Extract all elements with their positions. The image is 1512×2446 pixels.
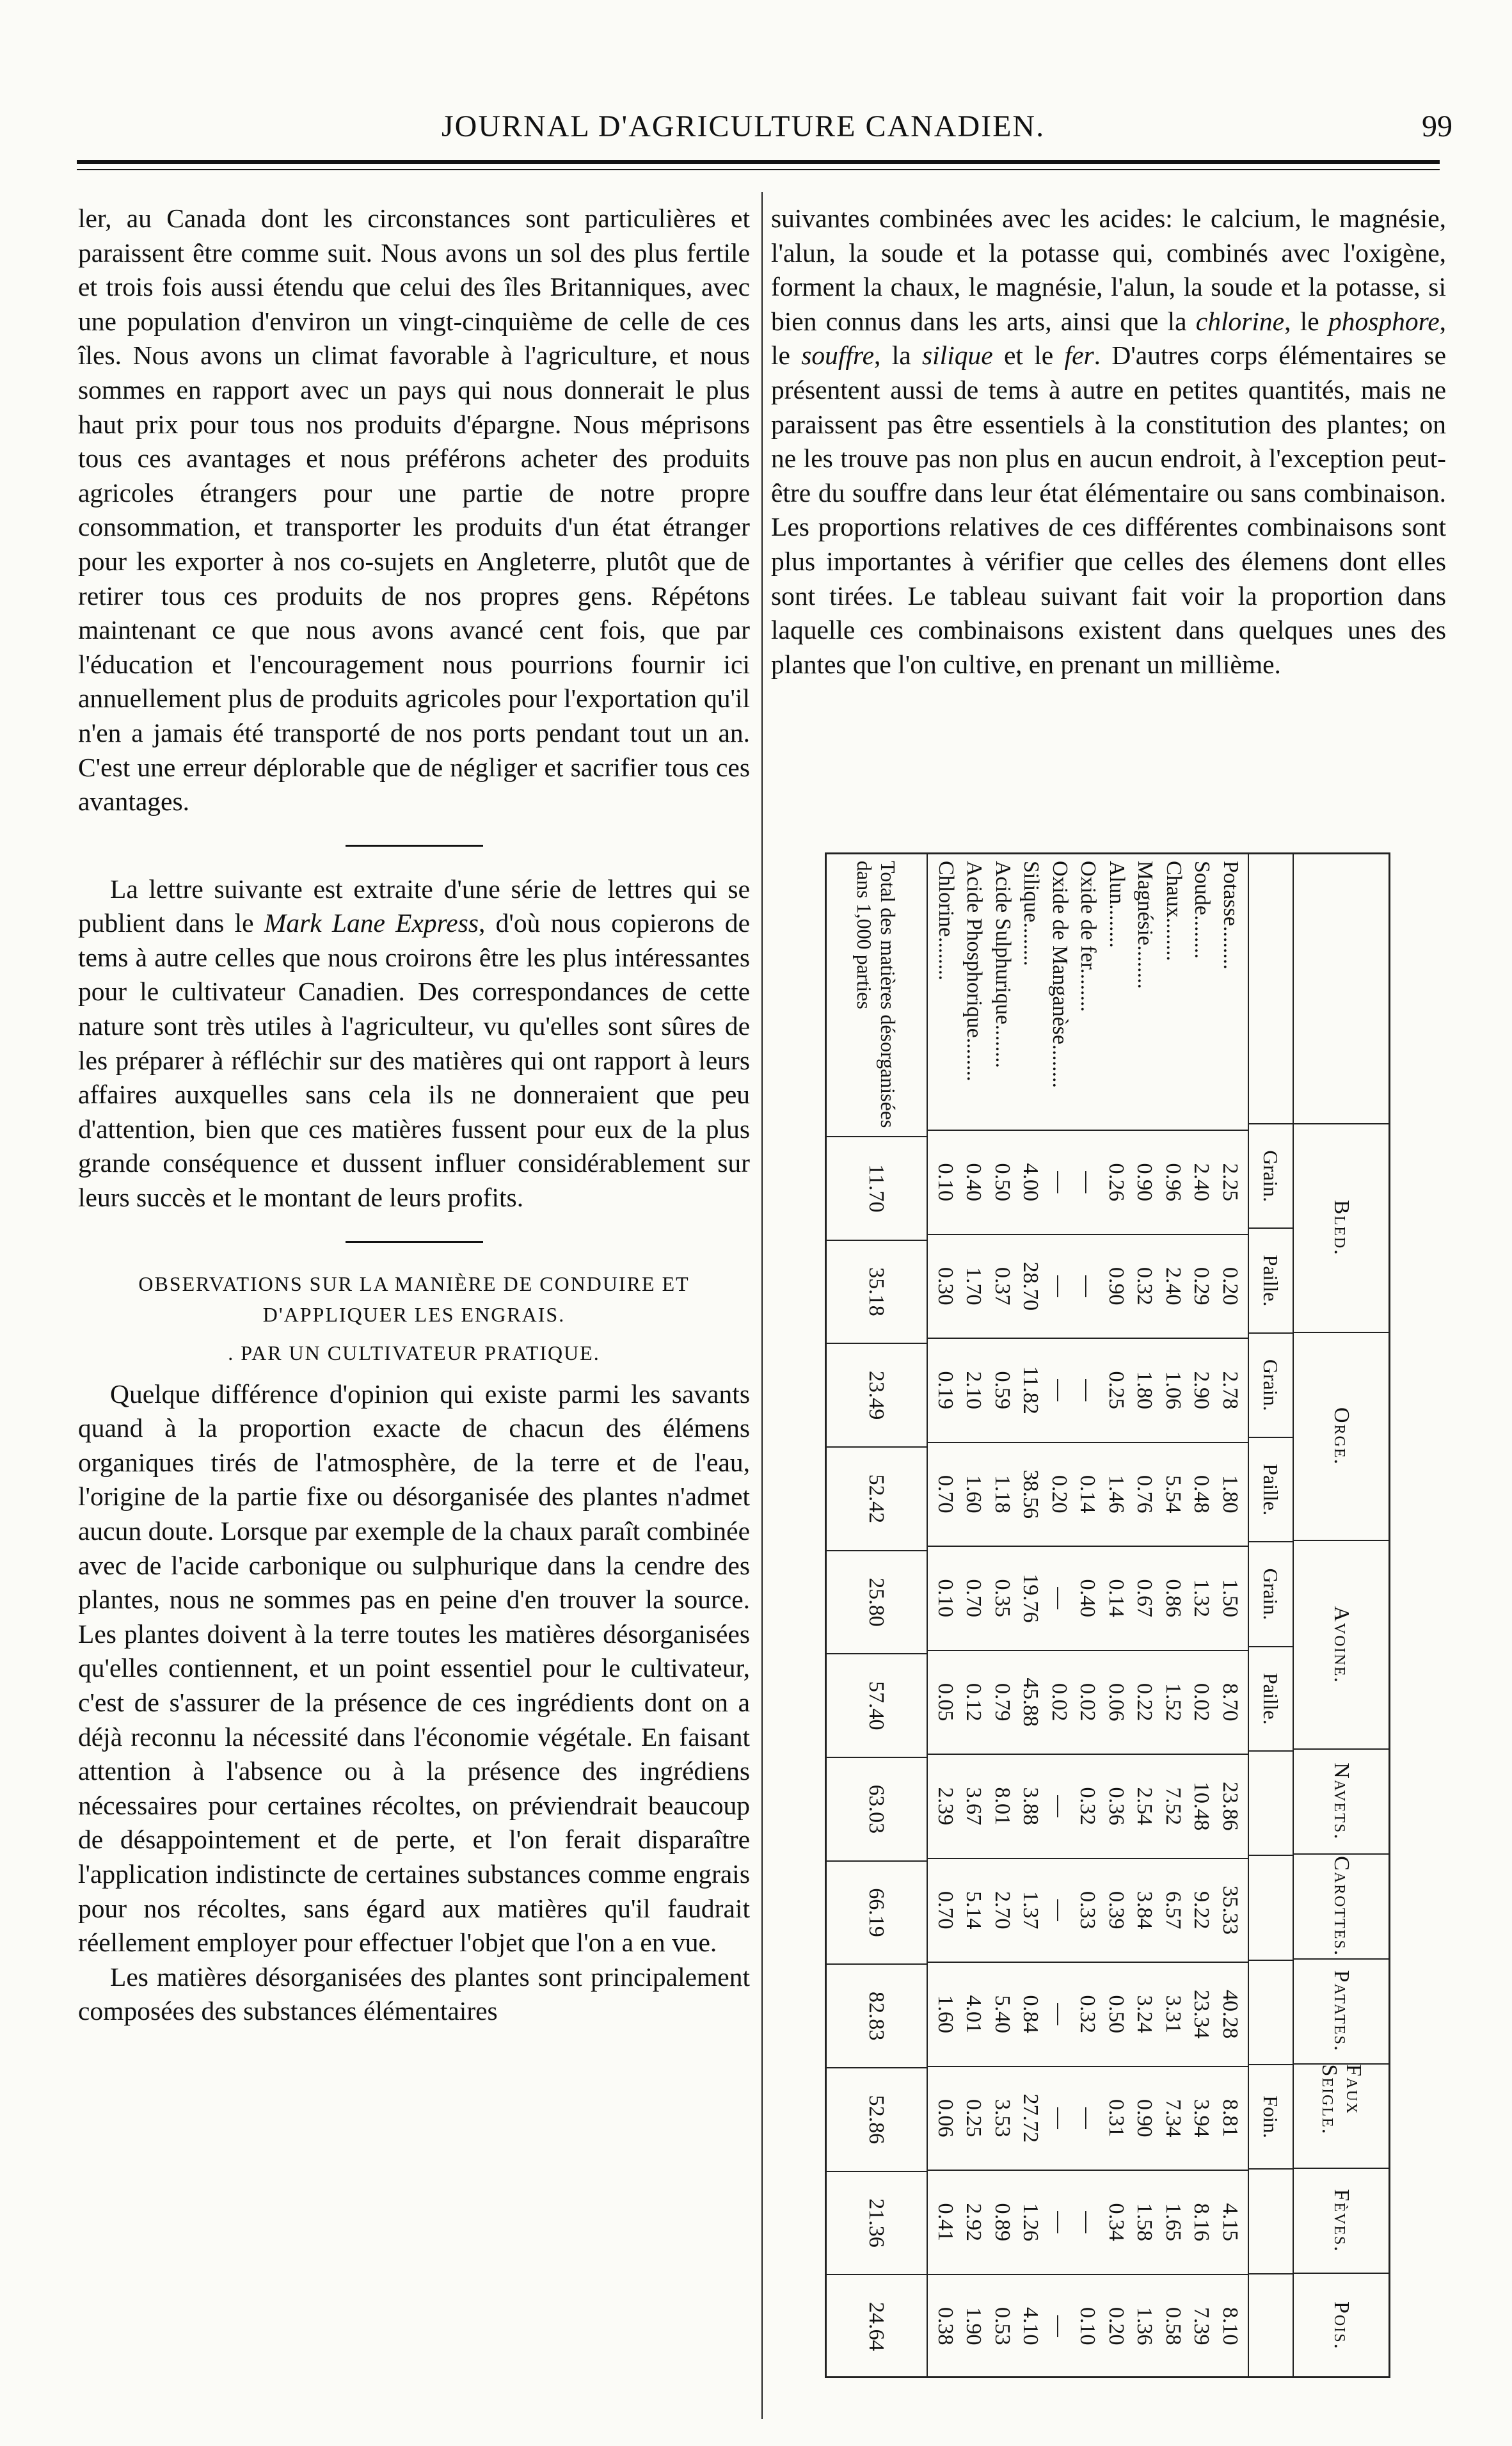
table-value: 3.53 — [991, 2099, 1014, 2138]
column-subheading — [1248, 1750, 1293, 1855]
table-value: 3.31 — [1161, 1995, 1185, 2033]
table-value: 0.38 — [934, 2307, 957, 2346]
table-value: 1.80 — [1218, 1475, 1242, 1514]
page-number: 99 — [1422, 109, 1452, 143]
row-label: Soude........ — [1190, 861, 1214, 959]
column-subheading: Grain. — [1248, 1541, 1293, 1645]
table-value: — — [1076, 2107, 1100, 2129]
table-value: 4.00 — [1019, 1163, 1043, 1201]
table-value: 2.92 — [962, 2203, 986, 2241]
table-value: 0.36 — [1104, 1787, 1128, 1825]
term-phosphore: phosphore — [1328, 306, 1440, 336]
table-value: — — [1076, 2211, 1100, 2234]
table-value: 0.19 — [934, 1371, 957, 1409]
article-byline: . PAR UN CULTIVATEUR PRATIQUE. — [228, 1341, 600, 1364]
table-value: 2.40 — [1190, 1163, 1214, 1201]
table-value: 0.25 — [1104, 1371, 1128, 1409]
value-column — [928, 1234, 1248, 1338]
crop-heading: Orge. — [1293, 1332, 1389, 1540]
table-value: 0.53 — [991, 2307, 1014, 2346]
table-value: 4.10 — [1019, 2307, 1043, 2346]
table-value: 0.76 — [1133, 1475, 1157, 1514]
table-value: 0.90 — [1104, 1267, 1128, 1306]
table-value: 2.90 — [1190, 1371, 1214, 1409]
value-column — [928, 1754, 1248, 1858]
text: , d'où nous copierons de tems à autre celles que nous croirons être les plus intéressantes pour le cultivateur Canadien. Des correspondances de cette nature sont très utiles à l'agriculteur, vu qu'elles sont sûres de les préparer à réfléchir sur des matières qui ont rapport à leurs affaires auxquelles sans cela ils ne donneraient que peu d'attention, bien que ces matières fussent pour eux de la plus grande conséquence et dussent influer considérablement sur leurs succès et le montant de leurs profits. — [78, 908, 750, 1213]
table-value: 45.88 — [1019, 1677, 1043, 1727]
value-column — [928, 1338, 1248, 1442]
crop-heading: Avoine. — [1293, 1540, 1389, 1748]
table-value: 1.50 — [1218, 1579, 1242, 1617]
row-label: Alun........ — [1104, 861, 1129, 948]
row-labels-cell — [928, 854, 1248, 1130]
row-label: Acide Sulphurique........ — [991, 861, 1015, 1068]
table-value: 2.78 — [1218, 1371, 1242, 1409]
table-value: 0.39 — [1104, 1891, 1128, 1930]
table-value: 0.06 — [934, 2099, 957, 2138]
value-column — [928, 1962, 1248, 2066]
table-value: 2.70 — [991, 1891, 1014, 1930]
table-value: 1.52 — [1161, 1683, 1185, 1722]
table-value: 0.70 — [962, 1579, 986, 1617]
paragraph-canada: ler, au Canada dont les circonstances sont particulières et paraissent être comme suit. Nous avons un sol des plus fertile et trois fois aussi étendu que celui des îles Britanniques, avec une population d'environ un vingt-cinquième de celle de ces îles. Nous avons un climat favorable à l'agriculture, et nous sommes en rapport avec un pays qui nous donnerait le plus haut prix pour tous nos produits d'épargne. Nous méprisons tous ces avantages et nous préférons acheter des produits agricoles étrangers pour une partie de notre propre consommation, et transporter les produits d'un état étranger pour les exporter à nos co-sujets en Angleterre, plutôt que de retirer tous ces produits de nos propres gens. Répétons maintenant ce que nous avons avancé cent fois, que par l'éducation et l'encouragement nous pourrions fournir ici annuellement plus de produits agricoles pour l'exportation qu'il n'en a jamais été transporté de nos ports pendant tout un an. C'est une erreur déplorable que de négliger et sacrifier tous ces avantages. — [78, 204, 750, 817]
table-value: 0.34 — [1104, 2203, 1128, 2241]
table-value: 0.26 — [1104, 1163, 1128, 1201]
table-value: 40.28 — [1218, 1990, 1242, 2039]
total-value: 25.80 — [825, 1550, 927, 1654]
column-subheading: Grain. — [1248, 1332, 1293, 1437]
table-value: — — [1047, 1795, 1071, 1818]
table-value: 0.33 — [1076, 1891, 1100, 1930]
term-silique: silique — [922, 340, 993, 371]
table-value: — — [1047, 1899, 1071, 1921]
totals-row — [825, 854, 928, 2378]
table-value: 0.48 — [1190, 1475, 1214, 1514]
table-value: 8.81 — [1218, 2099, 1242, 2138]
table-value: 0.32 — [1076, 1787, 1100, 1825]
right-column — [771, 202, 1446, 682]
table-value: 0.10 — [934, 1579, 957, 1617]
table-value: 8.16 — [1190, 2203, 1214, 2241]
table-value: 2.40 — [1161, 1267, 1185, 1306]
table-value: 1.58 — [1133, 2203, 1157, 2241]
value-column — [928, 2170, 1248, 2274]
table-value: — — [1047, 2315, 1071, 2337]
total-value: 11.70 — [825, 1136, 927, 1240]
text: , le — [771, 306, 1447, 371]
table-value: 0.20 — [1047, 1475, 1071, 1514]
section-divider — [346, 1241, 483, 1243]
table-value: 1.37 — [1019, 1891, 1043, 1930]
table-value: — — [1047, 2211, 1071, 2234]
journal-title: JOURNAL D'AGRICULTURE CANADIEN. — [442, 109, 1046, 143]
table-value: 0.22 — [1133, 1683, 1157, 1722]
row-label: Acide Phosphorique........ — [962, 861, 987, 1082]
column-subheading — [1248, 1855, 1293, 1959]
table-value: 1.32 — [1190, 1579, 1214, 1617]
total-value: 24.64 — [825, 2274, 927, 2378]
value-column — [928, 1130, 1248, 1234]
value-column — [928, 1650, 1248, 1754]
table-value: 0.10 — [1076, 2307, 1100, 2346]
table-corner — [1293, 854, 1389, 1123]
table-value: 1.90 — [962, 2307, 986, 2346]
section-divider — [346, 845, 483, 847]
row-label: Oxide de Manganèse........ — [1047, 861, 1072, 1089]
table-value: 0.90 — [1133, 2099, 1157, 2138]
total-value: 66.19 — [825, 1860, 927, 1964]
table-value: — — [1047, 2107, 1071, 2129]
newspaper-title: Mark Lane Express — [264, 908, 479, 938]
composition-table — [825, 854, 1389, 2378]
table-value: 1.70 — [962, 1267, 986, 1306]
paragraph-observations: Quelque différence d'opinion qui existe parmi les savants quand à la proportion exacte de chacun des élémens organiques tirés de l'atmosphère, de la terre et de l'eau, l'origine de la partie fixe ou désorganisée des plantes n'admet aucun doute. Lorsque par exemple de la chaux paraît combinée avec de l'acide carbonique ou sulphurique dans la cendre des plantes, nous ne sommes pas en peine d'en trouver la source. Les plantes doivent à la terre toutes les matières désorganisées qu'elles contiennent, et un point essentiel pour le cultivateur, c'est de s'assurer de la présence de ces ingrédients dont on a déjà reconnu la nécessité dans l'économie végétale. En faisant attention à l'absence ou à la présence des ingrédiens nécessaires pour certaines récoltes, on préviendrait beaucoup de désappointement et de perte, et l'on ferait disparaître l'application indistincte de certaines substances comme engrais pour nos récoltes, sans égard aux matières qu'il faudrait réellement employer pour effectuer l'objet que l'on a en vue. — [78, 1379, 750, 1958]
subheader-corner — [1248, 854, 1293, 1123]
column-subheading — [1248, 2273, 1293, 2378]
table-value: 1.60 — [962, 1475, 986, 1514]
total-value: 63.03 — [825, 1757, 927, 1860]
column-divider — [761, 192, 763, 2419]
table-value: 0.14 — [1076, 1475, 1100, 1514]
left-column — [78, 202, 750, 2029]
value-column — [928, 1858, 1248, 1962]
table-value: 3.84 — [1133, 1891, 1157, 1930]
column-subheading: Paille. — [1248, 1646, 1293, 1750]
table-value: 1.46 — [1104, 1475, 1128, 1514]
table-value: 0.96 — [1161, 1163, 1185, 1201]
column-subheading: Paille. — [1248, 1437, 1293, 1541]
table-value: 0.40 — [1076, 1579, 1100, 1617]
text: . D'autres corps élémentaires se présentent aussi de tems à autre en petites quantités, mais ne paraissent pas être essentiels à la constitution des plantes; on ne les trouve pas non plus en aucun endroit, à l'exception peut-être du souffre dans leur état élémentaire ou sans combinaison. Les proportions relatives de ces différentes combinaisons sont plus importantes à vérifier que celles des élemens dont elles sont tirées. Le tableau suivant fait voir la proportion dans laquelle ces combinaisons existent dans quelques unes des plantes que l'on cultive, en prenant un millième. — [771, 340, 1447, 679]
row-label: Chaux........ — [1161, 861, 1186, 961]
total-value: 82.83 — [825, 1963, 927, 2067]
table-value: 0.10 — [934, 1163, 957, 1201]
table-value: 1.26 — [1019, 2203, 1043, 2241]
table-value: 27.72 — [1019, 2093, 1043, 2143]
paragraph-matieres: Les matières désorganisées des plantes sont principalement composées des substances élémentaires — [78, 1962, 750, 2026]
crop-heading: Faux Seigle. — [1293, 2063, 1389, 2168]
table-value: 0.20 — [1104, 2307, 1128, 2346]
table-value: 0.32 — [1076, 1995, 1100, 2033]
table-value: 0.31 — [1104, 2099, 1128, 2138]
crop-heading: Patates. — [1293, 1958, 1389, 2063]
text: , la — [874, 340, 922, 371]
table-value: 5.54 — [1161, 1475, 1185, 1514]
crop-header-row — [1293, 854, 1389, 2378]
table-value: 0.50 — [991, 1163, 1014, 1201]
table-value: — — [1047, 1587, 1071, 1610]
header-rule — [77, 160, 1440, 170]
text: La lettre suivante est extraite d'une série de lettres qui se publient dans le — [78, 874, 750, 938]
table-value: — — [1047, 1379, 1071, 1402]
total-value: 52.42 — [825, 1446, 927, 1550]
table-value: 0.41 — [934, 2203, 957, 2241]
subheader-row — [1248, 854, 1293, 2378]
table-value: 7.34 — [1161, 2099, 1185, 2138]
table-value: 0.84 — [1019, 1995, 1043, 2033]
table-value: 0.70 — [934, 1891, 957, 1930]
row-label: Potasse........ — [1218, 861, 1243, 970]
table-value: 0.40 — [962, 1163, 986, 1201]
table-value: 5.40 — [991, 1995, 1014, 2033]
table-value: 0.20 — [1218, 1267, 1242, 1306]
column-subheading: Grain. — [1248, 1123, 1293, 1227]
value-column — [928, 2066, 1248, 2170]
table-value: 5.14 — [962, 1891, 986, 1930]
table-value: 23.34 — [1190, 1990, 1214, 2039]
table-value: 7.39 — [1190, 2307, 1214, 2346]
term-souffre: souffre — [801, 340, 875, 371]
table-value: 11.82 — [1019, 1366, 1043, 1414]
table-value: 4.15 — [1218, 2203, 1242, 2241]
table-value: 0.02 — [1076, 1683, 1100, 1722]
table-value: 3.88 — [1019, 1787, 1043, 1825]
table-value: 9.22 — [1190, 1891, 1214, 1930]
value-column — [928, 1546, 1248, 1650]
table-value: 0.67 — [1133, 1579, 1157, 1617]
text: et le — [992, 340, 1065, 371]
row-label: Magnésie........ — [1133, 861, 1158, 989]
table-value: 7.52 — [1161, 1787, 1185, 1825]
table-value: 28.70 — [1019, 1261, 1043, 1311]
total-value: 35.18 — [825, 1240, 927, 1343]
table-value: 8.10 — [1218, 2307, 1242, 2346]
table-value: 3.67 — [962, 1787, 986, 1825]
table-value: 1.60 — [934, 1995, 957, 2033]
table-value: 0.02 — [1190, 1683, 1214, 1722]
table-value: 0.59 — [991, 1371, 1014, 1409]
table-value: 2.10 — [962, 1371, 986, 1409]
table-value: — — [1047, 1171, 1071, 1194]
table-value: 0.90 — [1133, 1163, 1157, 1201]
paragraph-elements — [771, 202, 1446, 682]
term-chlorine: chlorine — [1195, 306, 1285, 336]
term-fer: fer — [1064, 340, 1094, 371]
table-value: 1.36 — [1133, 2307, 1157, 2346]
value-column — [928, 2274, 1248, 2378]
table-value: 0.50 — [1104, 1995, 1128, 2033]
total-label: Total des matières désorganisées dans 1,000 parties — [853, 861, 900, 1128]
table-value: 2.54 — [1133, 1787, 1157, 1825]
table-value: 0.06 — [1104, 1683, 1128, 1722]
crop-heading: Carottes. — [1293, 1853, 1389, 1958]
table-value: 8.01 — [991, 1787, 1014, 1825]
table-value: 38.56 — [1019, 1469, 1043, 1519]
article-heading: OBSERVATIONS SUR LA MANIÈRE DE CONDUIRE ET D'APPLIQUER LES ENGRAIS. — [138, 1272, 690, 1326]
column-subheading — [1248, 1960, 1293, 2064]
table-value: 2.25 — [1218, 1163, 1242, 1201]
table-value: 1.18 — [991, 1475, 1014, 1514]
table-value: 1.80 — [1133, 1371, 1157, 1409]
table-value: 0.14 — [1104, 1579, 1128, 1617]
table-value: 1.06 — [1161, 1371, 1185, 1409]
table-value: 10.48 — [1190, 1782, 1214, 1831]
paragraph-letter-intro — [78, 872, 750, 1215]
table-value: 0.37 — [991, 1267, 1014, 1306]
column-subheading: Foin. — [1248, 2064, 1293, 2168]
crop-heading: Fèves. — [1293, 2168, 1389, 2273]
text: , le — [1284, 306, 1328, 336]
table-value: 4.01 — [962, 1995, 986, 2033]
table-value: 0.89 — [991, 2203, 1014, 2241]
table-value: 0.35 — [991, 1579, 1014, 1617]
table-value: 0.86 — [1161, 1579, 1185, 1617]
total-value: 21.36 — [825, 2171, 927, 2274]
row-label: Silique........ — [1019, 861, 1044, 966]
table-value: — — [1047, 1275, 1071, 1297]
text: suivantes combinées avec les acides: le calcium, le magnésie, l'alun, la soude et la potasse qui, combinés avec l'oxigène, forment la chaux, le magnésie, l'alun, la soude et la potasse, si bien connus dans les arts, ainsi que la — [771, 204, 1446, 336]
table-value: — — [1076, 1379, 1100, 1402]
table-value: — — [1047, 2003, 1071, 2026]
table-value: 0.25 — [962, 2099, 986, 2138]
crop-heading: Pois. — [1293, 2273, 1389, 2378]
table-value: — — [1076, 1171, 1100, 1194]
table-value: 0.58 — [1161, 2307, 1185, 2346]
column-subheading: Paille. — [1248, 1227, 1293, 1332]
table-value: 2.39 — [934, 1787, 957, 1825]
total-value: 52.86 — [825, 2067, 927, 2171]
table-value: 23.86 — [1218, 1782, 1242, 1831]
table-value: 0.12 — [962, 1683, 986, 1722]
table-value: 0.70 — [934, 1475, 957, 1514]
table-value: 19.76 — [1019, 1574, 1043, 1623]
table-value: 3.94 — [1190, 2099, 1214, 2138]
table-value: 35.33 — [1218, 1885, 1242, 1935]
row-label: Chlorine........ — [934, 861, 958, 980]
table-value: 6.57 — [1161, 1891, 1185, 1930]
table-value: 0.30 — [934, 1267, 957, 1306]
table-value: 0.32 — [1133, 1267, 1157, 1306]
column-subheading — [1248, 2168, 1293, 2273]
table-value: 0.05 — [934, 1683, 957, 1722]
table-value: 0.29 — [1190, 1267, 1214, 1306]
total-value: 23.49 — [825, 1343, 927, 1446]
table-value: 0.79 — [991, 1683, 1014, 1722]
crop-heading: Navets. — [1293, 1748, 1389, 1853]
table-value: 0.02 — [1047, 1683, 1071, 1722]
table-value: — — [1076, 1275, 1100, 1297]
values-row — [928, 854, 1248, 2378]
table-value: 3.24 — [1133, 1995, 1157, 2033]
table-value: 1.65 — [1161, 2203, 1185, 2241]
crop-heading: Bled. — [1293, 1123, 1389, 1332]
total-value: 57.40 — [825, 1653, 927, 1757]
row-label: Oxide de fer........ — [1076, 861, 1101, 1012]
value-column — [928, 1442, 1248, 1546]
table-value: 8.70 — [1218, 1683, 1242, 1722]
